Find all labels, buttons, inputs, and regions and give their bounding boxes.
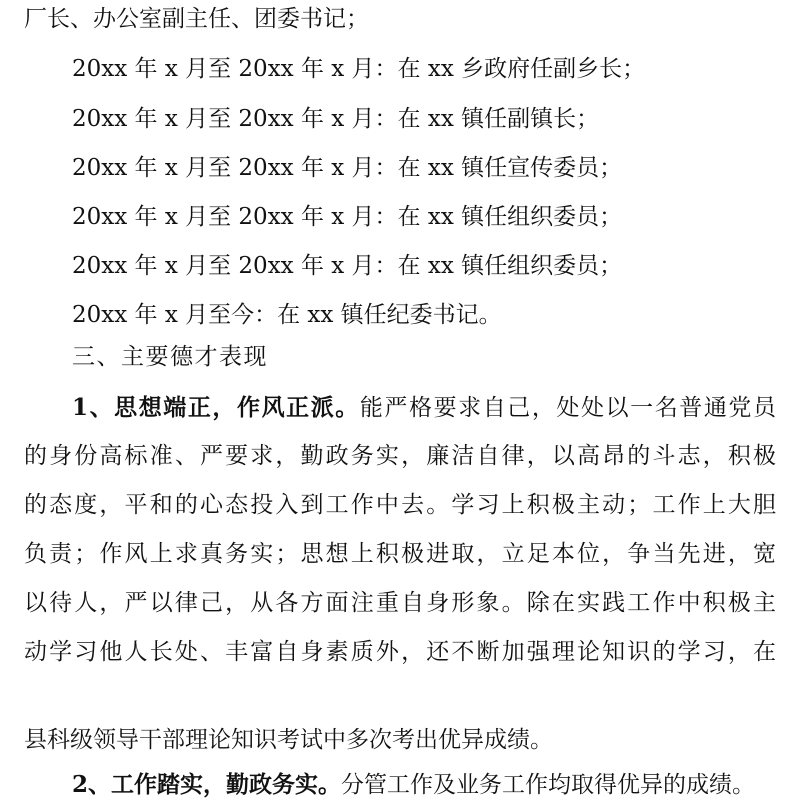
career-line: 20xx 年 x 月至 20xx 年 x 月：在 xx 乡政府任副乡长； <box>72 56 646 82</box>
paragraph-heading: 2、工作踏实，勤政务实。 <box>72 771 342 798</box>
paragraph-line <box>72 393 776 423</box>
career-line: 20xx 年 x 月至 20xx 年 x 月：在 xx 镇任组织委员； <box>72 204 623 230</box>
career-line: 20xx 年 x 月至 20xx 年 x 月：在 xx 镇任组织委员； <box>72 253 623 279</box>
paragraph-line: 的态度，平和的心态投入到工作中去。学习上积极主动；工作上大胆 <box>24 492 776 518</box>
paragraph-line: 动学习他人长处、丰富自身素质外，还不断加强理论知识的学习，在 <box>24 639 776 665</box>
career-line: 20xx 年 x 月至今：在 xx 镇任纪委书记。 <box>72 302 502 328</box>
paragraph-text: 能严格要求自己，处处以一名普通党员 <box>359 395 776 421</box>
paragraph-line: 的身份高标准、严要求，勤政务实，廉洁自律，以高昂的斗志，积极 <box>24 443 776 469</box>
paragraph-line: 县科级领导干部理论知识考试中多次考出优异成绩。 <box>24 727 553 753</box>
paragraph-text: 分管工作及业务工作均取得优异的成绩。 <box>341 772 756 798</box>
career-line: 20xx 年 x 月至 20xx 年 x 月：在 xx 镇任宣传委员； <box>72 155 623 181</box>
paragraph-line: 负责；作风上求真务实；思想上积极进取，立足本位，争当先进，宽 <box>24 541 776 567</box>
section-heading: 三、主要德才表现 <box>72 344 268 370</box>
text-line: 厂长、办公室副主任、团委书记； <box>24 6 369 32</box>
career-line: 20xx 年 x 月至 20xx 年 x 月：在 xx 镇任副镇长； <box>72 106 600 132</box>
paragraph-line <box>72 770 800 800</box>
paragraph-line: 以待人，严以律己，从各方面注重自身形象。除在实践工作中积极主 <box>24 590 776 616</box>
paragraph-heading: 1、思想端正，作风正派。 <box>72 394 360 421</box>
